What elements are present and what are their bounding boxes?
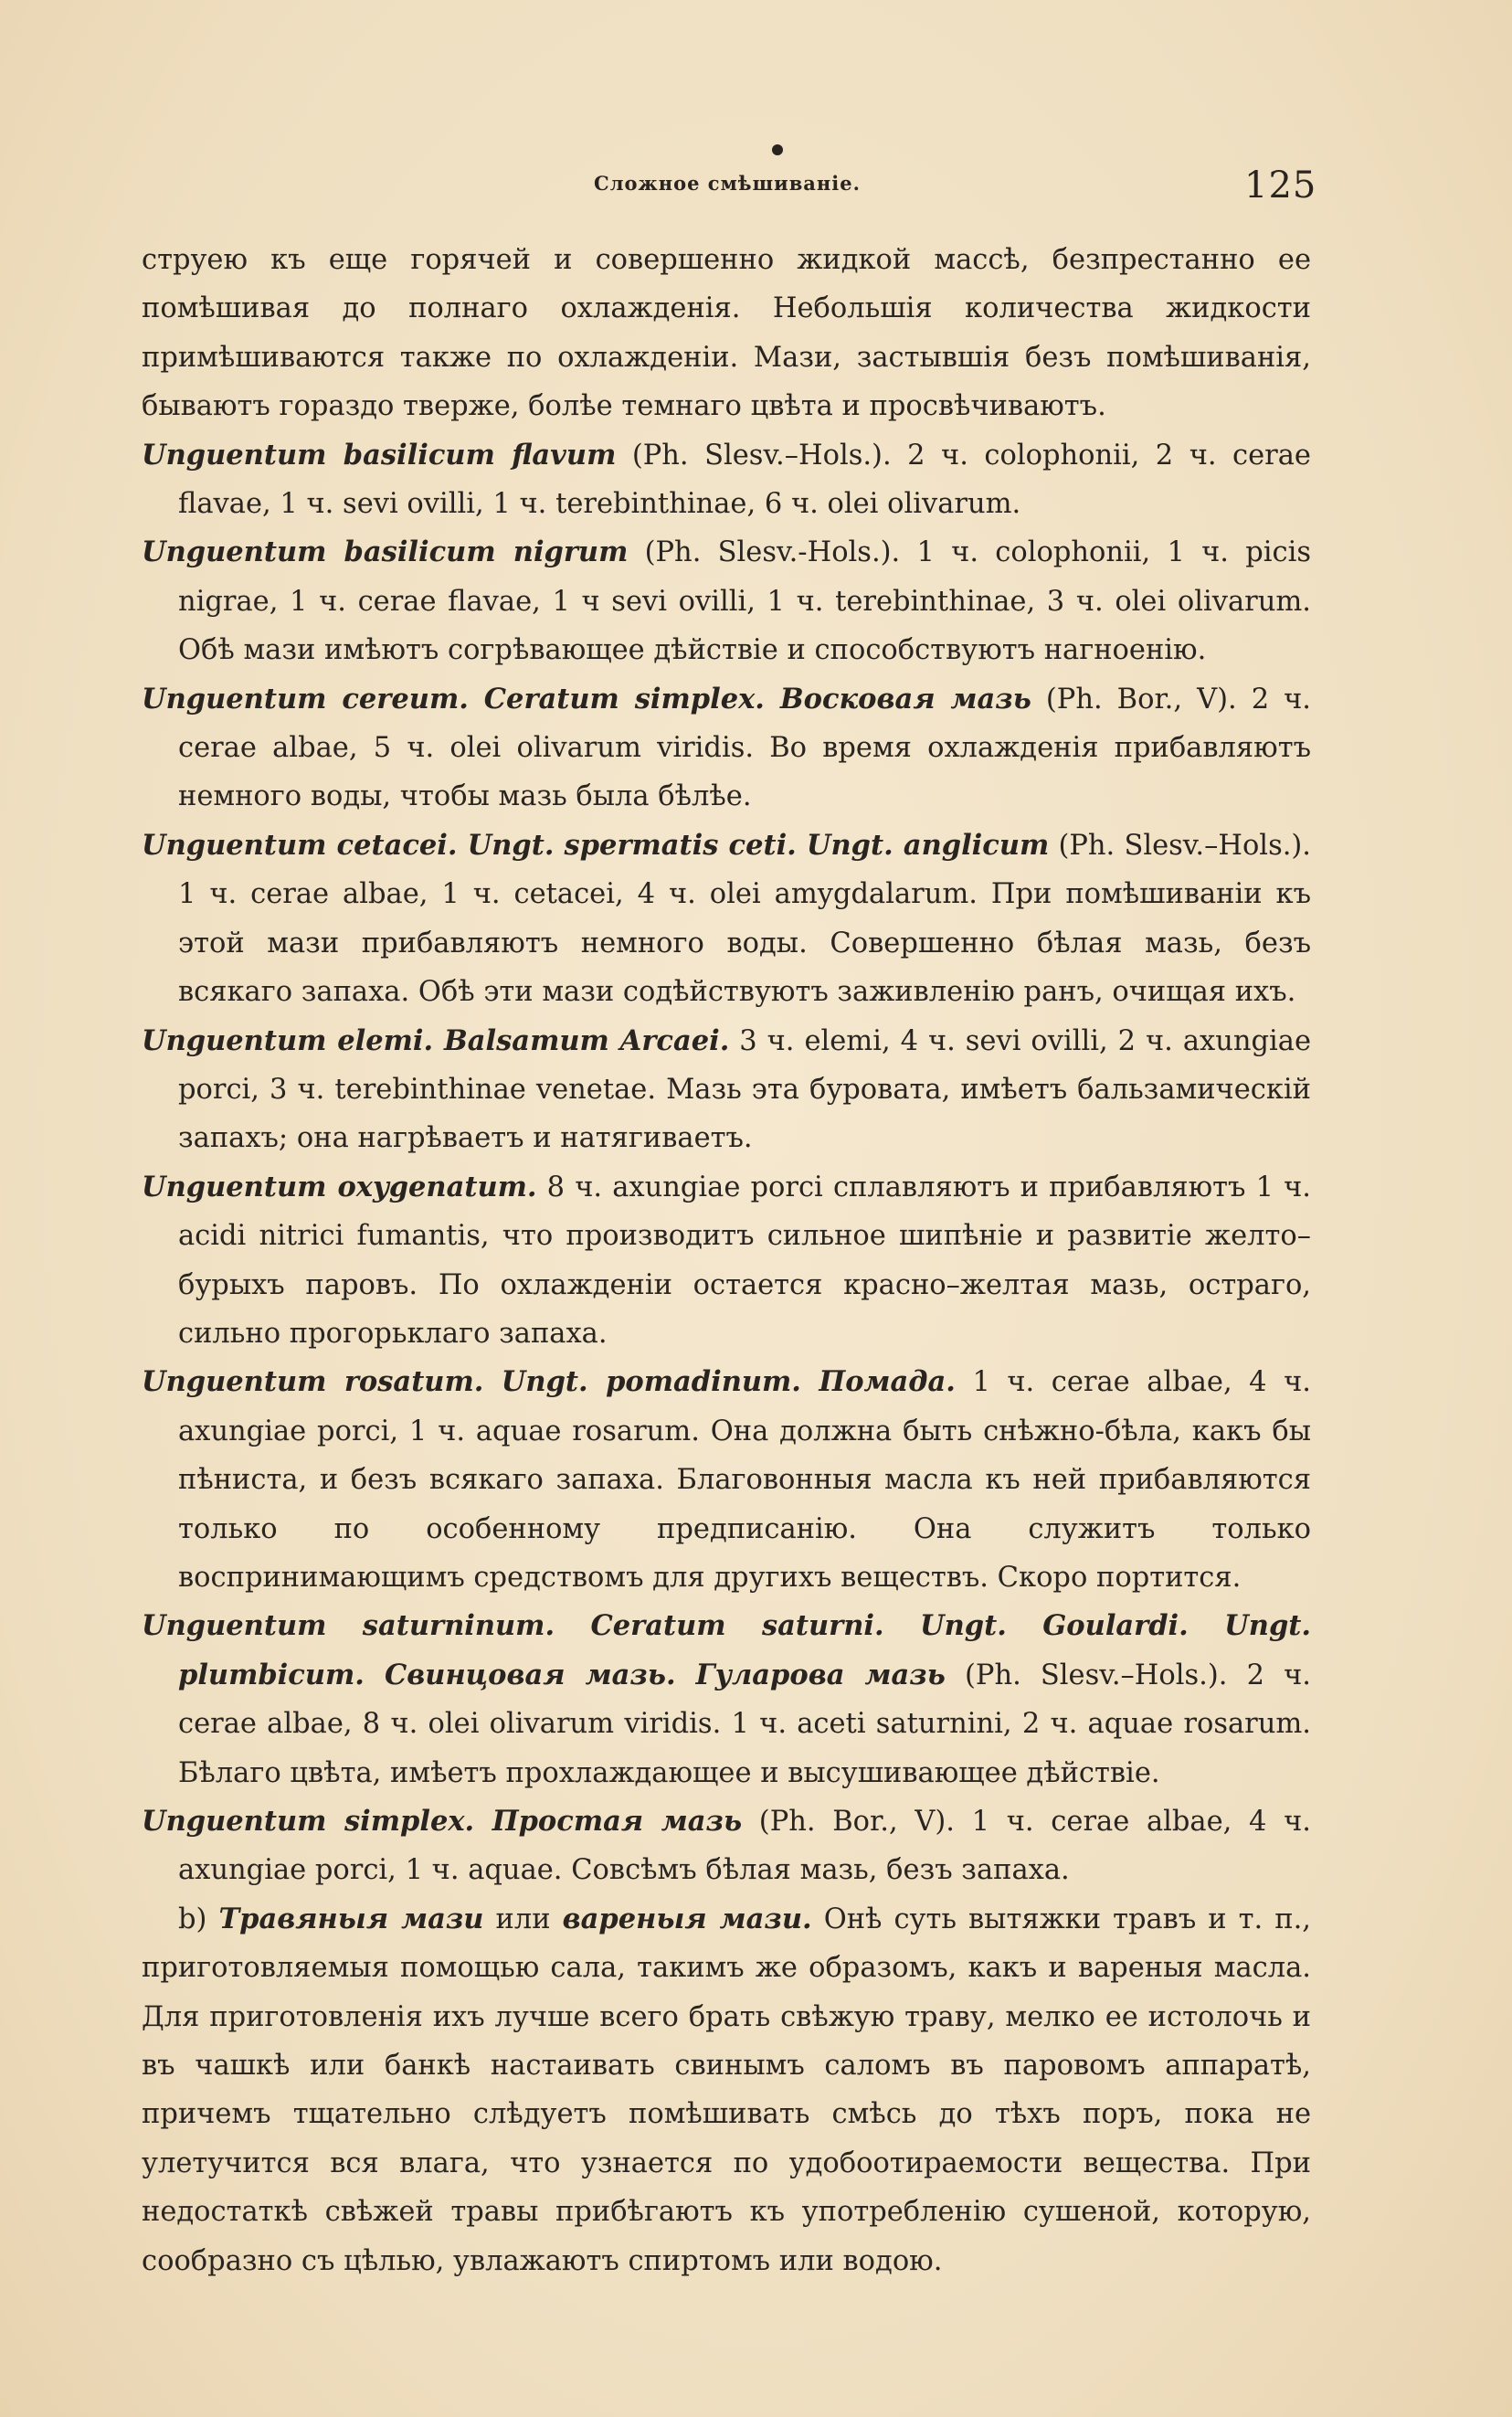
entry-title: Unguentum rosatum. Ungt. pomadinum. Помада. [142, 1365, 956, 1399]
entry-text: 8 ч. axungiae porci сплавляютъ и прибавляютъ 1 ч. acidi nitrici fumantis, что производитъ сильное шипѣніе и развитіе желто–бурыхъ паровъ. По охлажденіи остается красно–желтая мазь, остраго, сильно прогорьклаго запаха. [178, 1171, 1311, 1350]
paragraph-text: струею къ еще горячей и совершенно жидкой массѣ, безпрестанно ее помѣшивая до полнаго охлажденія. Небольшія количества жидкости примѣшиваются также по охлажденіи. Мази, застывшія безъ помѣшиванія, бываютъ гораздо тверже, болѣе темнаго цвѣта и просвѣчиваютъ. [142, 244, 1311, 423]
entry-text: 1 ч. cerae albae, 4 ч. axungiae porci, 1 ч. aquae rosarum. Она должна быть снѣжно-бѣла, какъ бы пѣниста, и безъ всякаго запаха. Благовонныя масла къ ней прибавляются только по особенному предписанію. Она служитъ только воспринимающимъ средствомъ для другихъ веществъ. Скоро портится. [178, 1366, 1311, 1594]
entry-unguentum-rosatum [142, 1358, 1311, 1602]
term-herbal-ointments: Травяныя мази [218, 1902, 484, 1935]
page-number: 125 [1244, 164, 1317, 207]
entry-unguentum-cetacei [142, 822, 1311, 1017]
term-boiled-ointments: вареныя мази. [562, 1902, 812, 1935]
entry-unguentum-elemi [142, 1017, 1311, 1163]
entry-title: Unguentum simplex. Простая мазь [142, 1805, 743, 1838]
ornament-dot [772, 144, 783, 155]
section-title: Сложное смѣшиваніе. [594, 172, 861, 195]
entry-title: Unguentum oxygenatum. [142, 1170, 537, 1203]
entry-text: (Ph. Bor., V). 2 ч. cerae albae, 5 ч. olei olivarum viridis. Во время охлажденія прибавляютъ немного воды, чтобы мазь была бѣлѣе. [178, 683, 1311, 813]
entry-text: (Ph. Slesv.–Hols.). 2 ч. cerae albae, 8 ч. olei olivarum viridis. 1 ч. aceti saturnini, 2 ч. aquae rosarum. Бѣлаго цвѣта, имѣетъ прохлаждающее и высушивающее дѣйствіе. [178, 1659, 1311, 1789]
entry-unguentum-simplex [142, 1797, 1311, 1895]
entry-unguentum-basilicum-flavum [142, 431, 1311, 529]
entry-text: 3 ч. elemi, 4 ч. sevi ovilli, 2 ч. axungiae porci, 3 ч. terebinthinae venetae. Мазь эта буровата, имѣетъ бальзамическій запахъ; она нагрѣваетъ и натягиваетъ. [178, 1024, 1312, 1155]
entry-text: (Ph. Slesv.-Hols.). 1 ч. colophonii, 1 ч. picis nigrae, 1 ч. cerae flavae, 1 ч sevi ovilli, 1 ч. terebinthinae, 3 ч. olei olivarum. Обѣ мази имѣютъ согрѣвающее дѣйствіе и способствуютъ нагноенію. [178, 536, 1311, 667]
entry-unguentum-cereum [142, 675, 1311, 822]
paragraph-text: или [483, 1903, 563, 1935]
entry-title: Unguentum cereum. Ceratum simplex. Восковая мазь [142, 682, 1031, 716]
list-marker: b) [178, 1903, 219, 1935]
entry-title: Unguentum cetacei. Ungt. spermatis ceti. Ungt. anglicum [142, 828, 1050, 862]
entry-title: Unguentum elemi. Balsamum Arcaei. [142, 1023, 730, 1057]
body-text [142, 236, 1311, 2285]
entry-unguentum-basilicum-nigrum [142, 528, 1311, 674]
entry-title: Unguentum basilicum flavum [142, 438, 617, 472]
paragraph-herbal-ointments [142, 1895, 1311, 2285]
entry-text: (Ph. Bor., V). 1 ч. cerae albae, 4 ч. axungiae porci, 1 ч. aquae. Совсѣмъ бѣлая мазь, безъ запаха. [178, 1806, 1311, 1887]
entry-text: (Ph. Slesv.–Hols.). 1 ч. cerae albae, 1 ч. cetacei, 4 ч. olei amygdalarum. При помѣшиваніи къ этой мази прибавляютъ немного воды. Совершенно бѣлая мазь, безъ всякаго запаха. Обѣ эти мази содѣйствуютъ заживленію ранъ, очищая ихъ. [178, 829, 1312, 1009]
entry-text: (Ph. Slesv.–Hols.). 2 ч. colophonii, 2 ч. cerae flavae, 1 ч. sevi ovilli, 1 ч. terebinthinae, 6 ч. olei olivarum. [178, 439, 1311, 521]
entry-unguentum-oxygenatum [142, 1163, 1311, 1359]
running-head [594, 164, 1317, 207]
paragraph-text: Онѣ суть вытяжки травъ и т. п., приготовляемыя помощью сала, такимъ же образомъ, какъ и вареныя масла. Для приготовленія ихъ лучше всего брать свѣжую траву, мелко ее истолочь и въ чашкѣ или банкѣ настаивать свинымъ саломъ въ паровомъ аппаратѣ, причемъ тщательно слѣдуетъ помѣшивать смѣсь до тѣхъ поръ, пока не улетучится вся влага, что узнается по удобоотираемости вещества. При недостаткѣ свѣжей травы прибѣгаютъ къ употребленію сушеной, которую, сообразно съ цѣлью, увлажаютъ спиртомъ или водою. [142, 1903, 1311, 2277]
entry-title: Unguentum basilicum nigrum [142, 535, 629, 569]
paragraph-continuation [142, 236, 1311, 431]
entry-unguentum-saturninum [142, 1602, 1311, 1797]
entry-title: Unguentum saturninum. Ceratum saturni. Ungt. Goulardi. Ungt. plumbicum. Свинцовая мазь. Гуларова мазь [142, 1609, 1311, 1691]
